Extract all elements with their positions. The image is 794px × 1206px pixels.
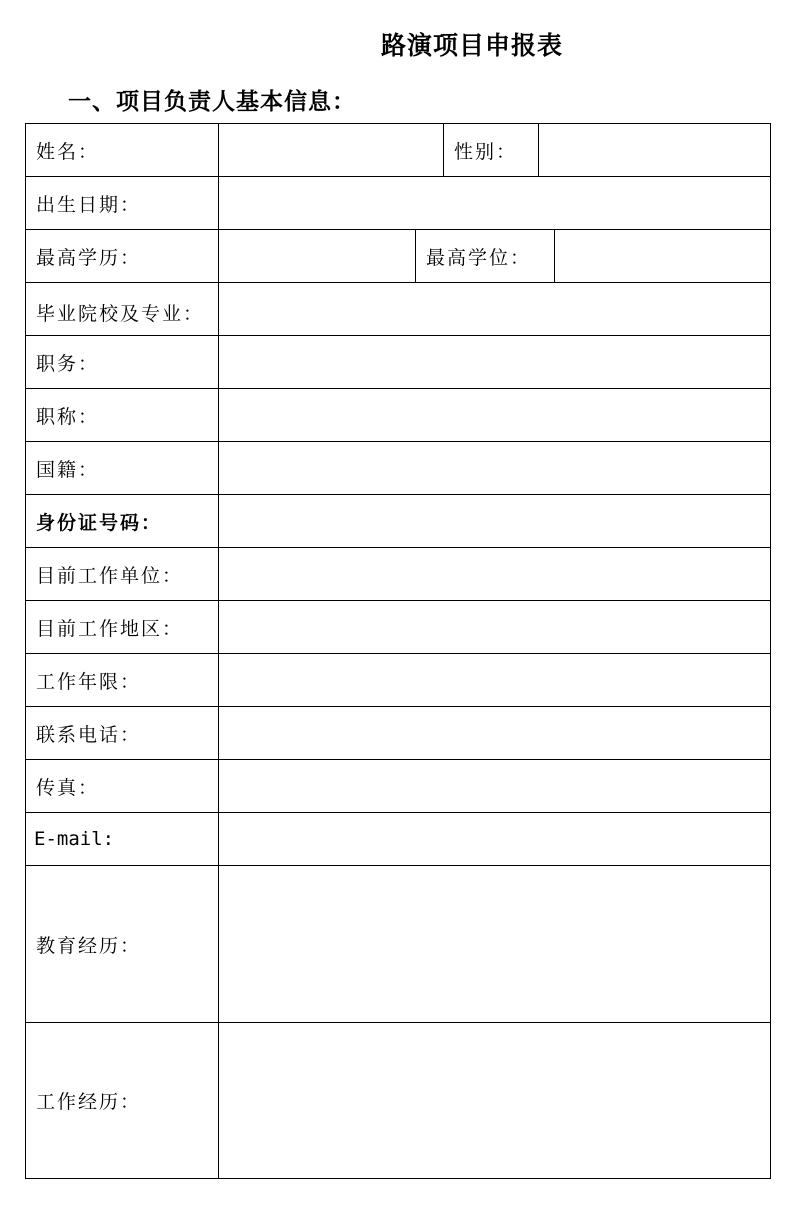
section-heading: 一、项目负责人基本信息：: [68, 89, 356, 115]
work-years-label: 工作年限：: [25, 653, 219, 707]
education-history-label: 教育经历：: [25, 865, 219, 1023]
degree-field[interactable]: [554, 229, 771, 283]
title-rank-field[interactable]: [218, 388, 771, 442]
id-number-field[interactable]: [218, 494, 771, 548]
id-number-label: 身份证号码：: [25, 494, 219, 548]
school-major-field[interactable]: [218, 282, 771, 336]
education-label: 最高学历：: [25, 229, 219, 283]
position-label: 职务：: [25, 335, 219, 389]
fax-label: 传真：: [25, 759, 219, 813]
birth-date-field[interactable]: [218, 176, 771, 230]
work-years-field[interactable]: [218, 653, 771, 707]
work-region-label: 目前工作地区：: [25, 600, 219, 654]
degree-label: 最高学位：: [415, 229, 555, 283]
gender-field[interactable]: [538, 123, 771, 177]
form-title: 路演项目申报表: [380, 31, 563, 60]
education-history-field[interactable]: [218, 865, 771, 1023]
phone-label: 联系电话：: [25, 706, 219, 760]
fax-field[interactable]: [218, 759, 771, 813]
name-field[interactable]: [218, 123, 444, 177]
work-history-label: 工作经历：: [25, 1022, 219, 1179]
email-label: E-mail:: [25, 812, 219, 866]
work-region-field[interactable]: [218, 600, 771, 654]
school-major-label: 毕业院校及专业：: [25, 282, 219, 336]
title-rank-label: 职称：: [25, 388, 219, 442]
employer-field[interactable]: [218, 547, 771, 601]
nationality-field[interactable]: [218, 441, 771, 495]
work-history-field[interactable]: [218, 1022, 771, 1179]
nationality-label: 国籍：: [25, 441, 219, 495]
name-label: 姓名：: [25, 123, 219, 177]
birth-date-label: 出生日期：: [25, 176, 219, 230]
email-field[interactable]: [218, 812, 771, 866]
education-field[interactable]: [218, 229, 416, 283]
employer-label: 目前工作单位：: [25, 547, 219, 601]
gender-label: 性别：: [443, 123, 539, 177]
position-field[interactable]: [218, 335, 771, 389]
phone-field[interactable]: [218, 706, 771, 760]
